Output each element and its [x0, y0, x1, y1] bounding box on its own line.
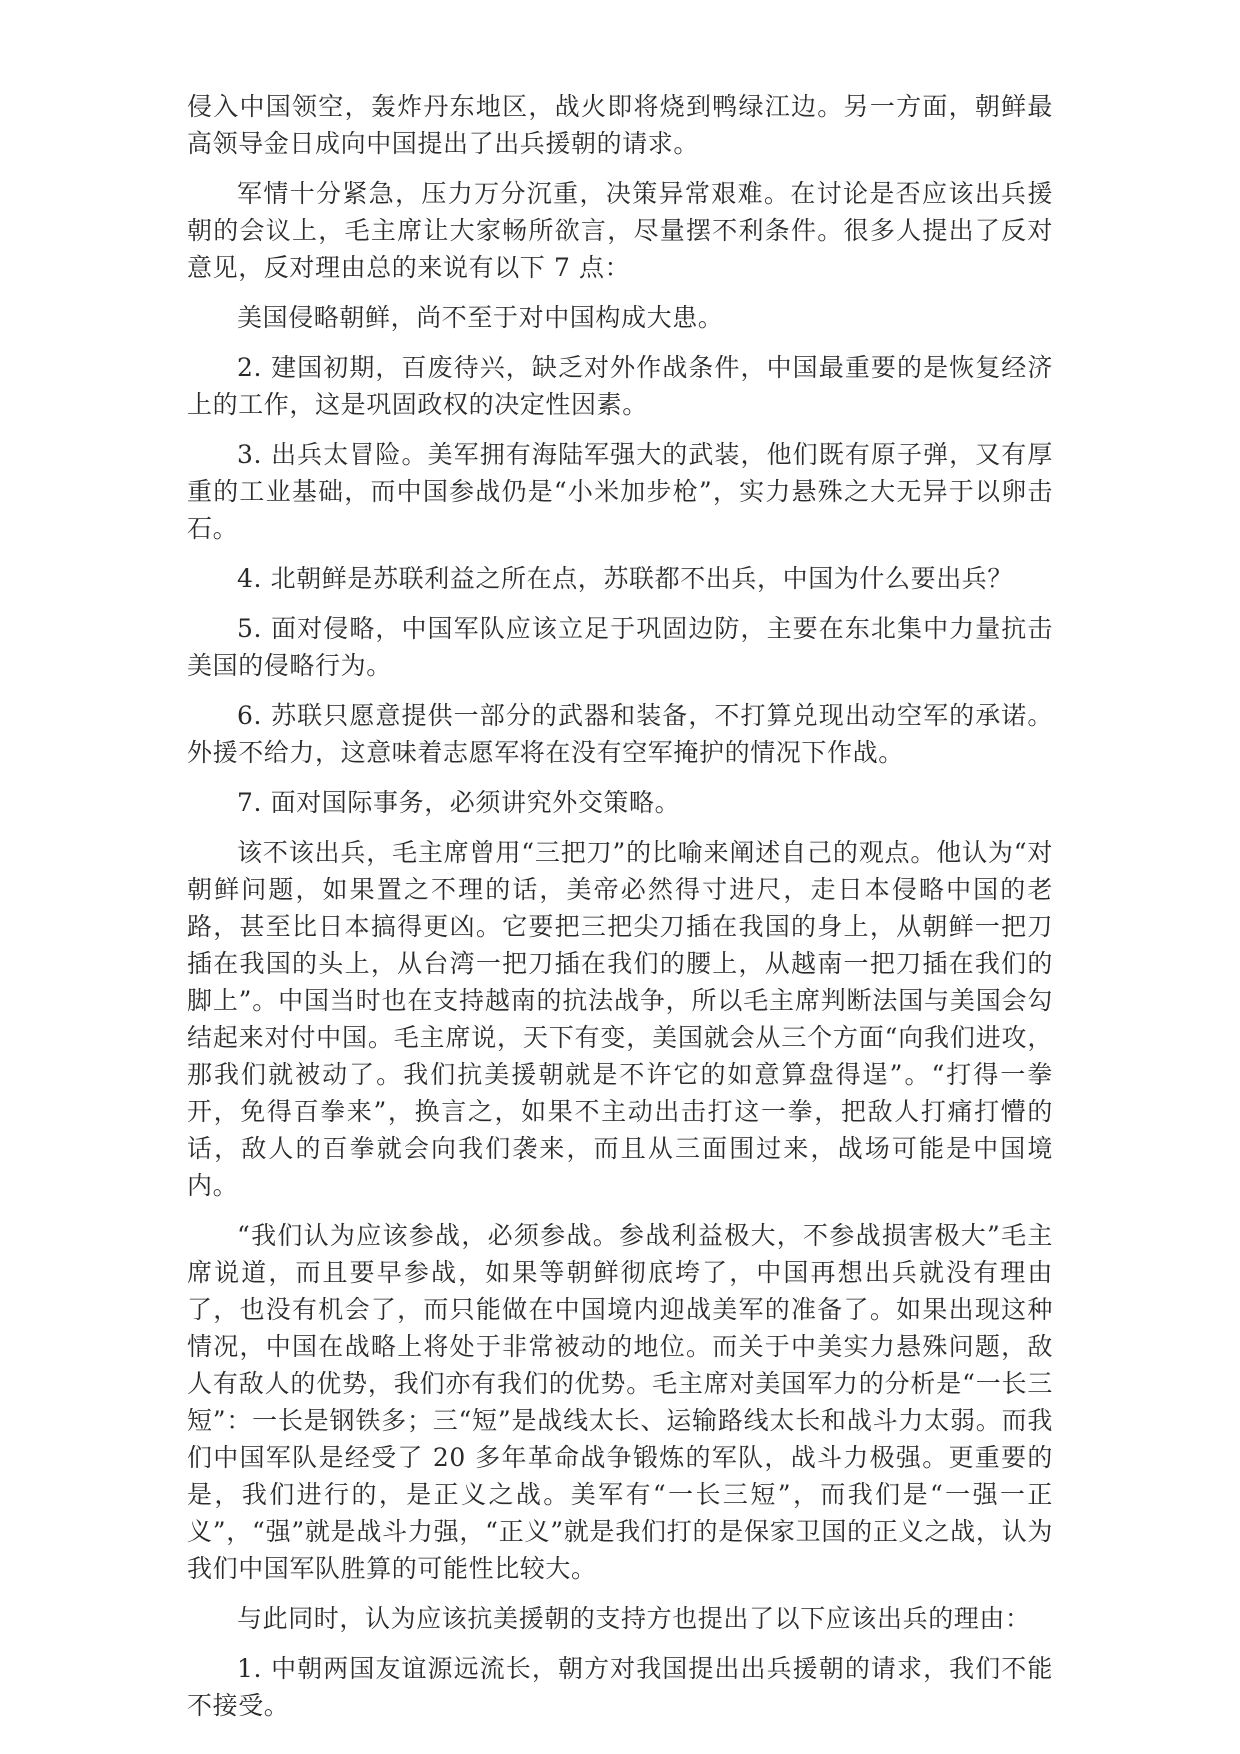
paragraph: 美国侵略朝鲜，尚不至于对中国构成大患。 [237, 303, 724, 332]
list-item: 1. 中朝两国友谊源远流长，朝方对我国提出出兵援朝的请求，我们不能不接受。 [187, 1654, 1053, 1720]
paragraph: 该不该出兵，毛主席曾用“三把刀”的比喻来阐述自己的观点。他认为“对朝鲜问题，如果置之不理的话，美帝必然得寸进尺，走日本侵略中国的老路，甚至比日本搞得更凶。它要把三把尖刀插在我国的身上，从朝鲜一把刀插在我国的头上，从台湾一把刀插在我们的腰上，从越南一把刀插在我们的脚上”。中国当时也在支持越南的抗法战争，所以毛主席判断法国与美国会勾结起来对付中国。毛主席说，天下有变，美国就会从三个方面“向我们进攻，那我们就被动了。我们抗美援朝就是不许它的如意算盘得逞”。“打得一拳开，免得百拳来”，换言之，如果不主动出击打这一拳，把敌人打痛打懵的话，敌人的百拳就会向我们袭来，而且从三面围过来，战场可能是中国境内。 [187, 838, 1053, 1200]
list-item: 7. 面对国际事务，必须讲究外交策略。 [237, 788, 681, 817]
paragraph: 军情十分紧急，压力万分沉重，决策异常艰难。在讨论是否应该出兵援朝的会议上，毛主席让大家畅所欲言，尽量摆不利条件。很多人提出了反对意见，反对理由总的来说有以下 7 点： [187, 179, 1053, 282]
list-item: 6. 苏联只愿意提供一部分的武器和装备，不打算兑现出动空军的承诺。外援不给力，这意味着志愿军将在没有空军掩护的情况下作战。 [187, 701, 1053, 767]
list-item: 3. 出兵太冒险。美军拥有海陆军强大的武装，他们既有原子弹，又有厚重的工业基础，而中国参战仍是“小米加步枪”，实力悬殊之大无异于以卵击石。 [187, 440, 1053, 543]
list-item: 4. 北朝鲜是苏联利益之所在点，苏联都不出兵，中国为什么要出兵？ [237, 564, 1014, 593]
paragraph: 侵入中国领空，轰炸丹东地区，战火即将烧到鸭绿江边。另一方面，朝鲜最高领导金日成向中国提出了出兵援朝的请求。 [187, 92, 1053, 158]
paragraph: 与此同时，认为应该抗美援朝的支持方也提出了以下应该出兵的理由： [237, 1604, 1031, 1633]
document-body [187, 88, 1053, 1737]
list-item: 5. 面对侵略，中国军队应该立足于巩固边防，主要在东北集中力量抗击美国的侵略行为。 [187, 614, 1053, 680]
list-item: 2. 建国初期，百废待兴，缺乏对外作战条件，中国最重要的是恢复经济上的工作，这是巩固政权的决定性因素。 [187, 353, 1053, 419]
paragraph: “我们认为应该参战，必须参战。参战利益极大，不参战损害极大”毛主席说道，而且要早参战，如果等朝鲜彻底垮了，中国再想出兵就没有理由了，也没有机会了，而只能做在中国境内迎战美军的准备了。如果出现这种情况，中国在战略上将处于非常被动的地位。而关于中美实力悬殊问题，敌人有敌人的优势，我们亦有我们的优势。毛主席对美国军力的分析是“一长三短”：一长是钢铁多；三“短”是战线太长、运输路线太长和战斗力太弱。而我们中国军队是经受了 20 多年革命战争锻炼的军队，战斗力极强。更重要的是，我们进行的，是正义之战。美军有“一长三短”，而我们是“一强一正义”，“强”就是战斗力强，“正义”就是我们打的是保家卫国的正义之战，认为我们中国军队胜算的可能性比较大。 [187, 1221, 1053, 1583]
